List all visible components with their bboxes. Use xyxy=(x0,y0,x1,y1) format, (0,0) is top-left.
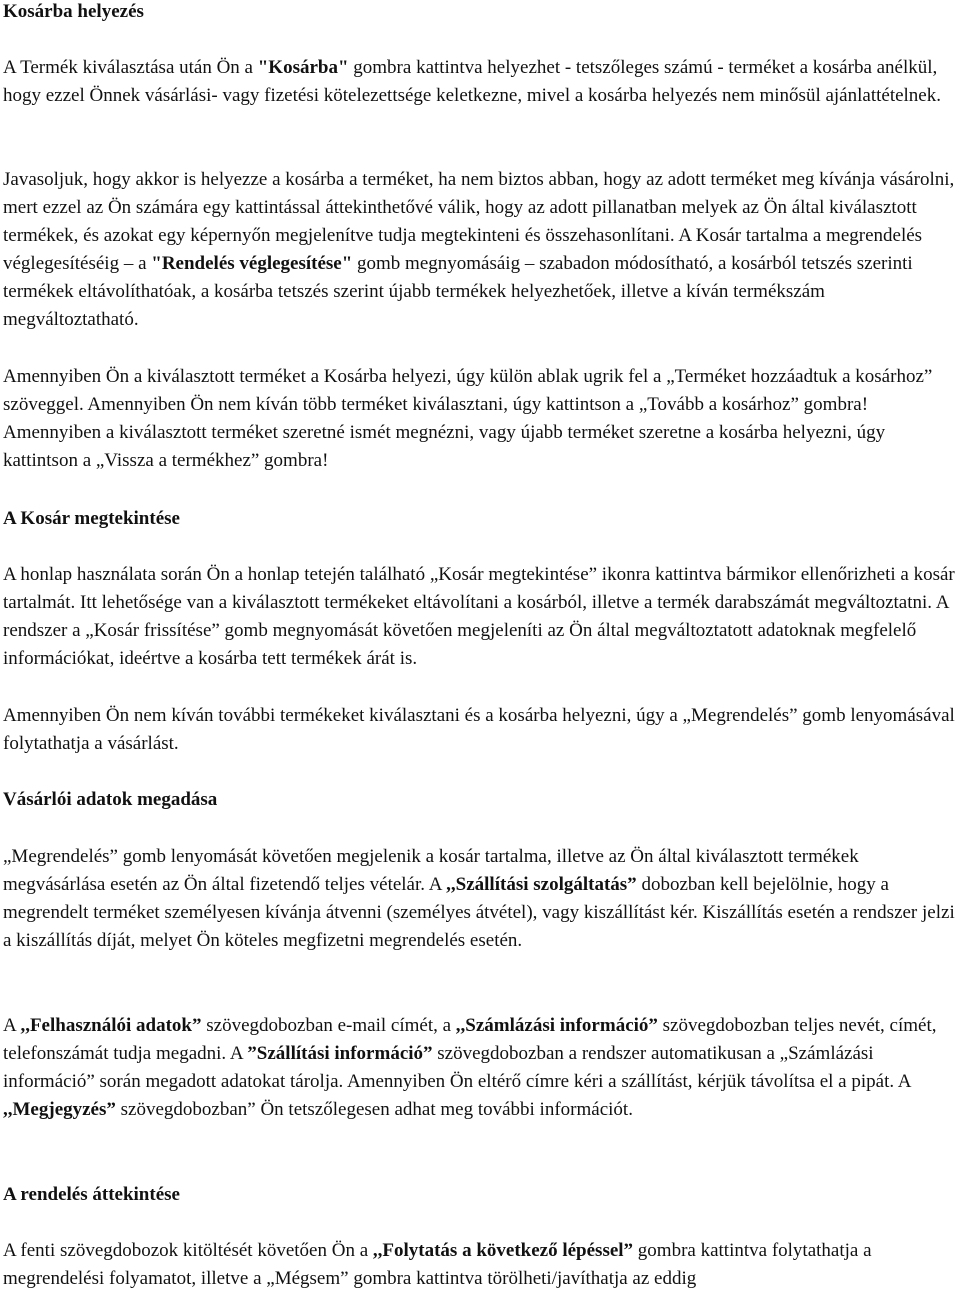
buyer-data-paragraph-2 xyxy=(3,1012,960,1124)
order-review-paragraph-1 xyxy=(3,1237,960,1293)
text-run: gombra kattintva helyezhet - tetszőleges számú - terméket a kosárba anélkül, hogy ezzel Önnek vásárlási- vagy fizetési kötelezettsége keletkezne, mivel a kosárba helyezés nem minősül ajánlattételnek. xyxy=(3,57,941,106)
order-review-heading: A rendelés áttekintése xyxy=(3,1184,180,1205)
bold-run-megjegyzes: ,,Megjegyzés” xyxy=(3,1099,116,1120)
text-run: gomb megnyomásáig – szabadon módosítható, a kosárból tetszés szerinti termékek eltávolíthatóak, a kosárba tetszés szerint újabb termékek helyezhetőek, illetve a kíván termékszám megváltoztatható. xyxy=(3,253,913,330)
bold-run-szamlazasi-informacio: ,,Számlázási információ” xyxy=(455,1015,658,1036)
text-run: „Megrendelés” gomb lenyomását követően megjelenik a kosár tartalma, illetve az Ön által kiválasztott termékek megvásárlása esetén az Ön által fizetendő teljes vételár. A xyxy=(3,846,859,895)
page-title: Kosárba helyezés xyxy=(3,1,144,22)
text-run: A Termék kiválasztása után Ön a xyxy=(3,57,258,78)
text-run: szövegdobozban” Ön tetszőlegesen adhat meg további információt. xyxy=(115,1099,633,1120)
text-run: szövegdobozban teljes nevét, címét, telefonszámát tudja megadni. A xyxy=(3,1015,937,1064)
text-run: A fenti szövegdobozok kitöltését követően Ön a xyxy=(3,1240,373,1261)
bold-run-rendeles-veglegesitese: "Rendelés véglegesítése" xyxy=(151,253,353,274)
text-run: gombra kattintva folytathatja a megrendelési folyamatot, illetve a „Mégsem” gombra kattintva törölheti/javíthatja az eddig xyxy=(3,1240,872,1289)
cart-view-paragraph-1: A honlap használata során Ön a honlap tetején található „Kosár megtekintése” ikonra kattintva bármikor ellenőrizheti a kosár tartalmát. Itt lehetősége van a kiválasztott termékeket eltávolítani a kosárból, illetve a termék darabszámát megváltoztatni. A rendszer a „Kosár frissítése” gomb megnyomását követően megjeleníti az Ön által megváltoztatott adatoknak megfelelő információkat, ideértve a kosárba tett termékek árát is. xyxy=(3,564,955,669)
bold-run-szallitasi-informacio: ”Szállítási információ” xyxy=(247,1043,433,1064)
cart-view-paragraph-2: Amennyiben Ön nem kíván további termékeket kiválasztani és a kosárba helyezni, úgy a „Megrendelés” gomb lenyomásával folytathatja a vásárlást. xyxy=(3,705,955,754)
bold-run-kosarba: "Kosárba" xyxy=(257,57,349,78)
bold-run-folytatas: ,,Folytatás a következő lépéssel” xyxy=(372,1240,634,1261)
bold-run-szallitasi-szolgaltatas: ,,Szállítási szolgáltatás” xyxy=(446,874,637,895)
text-run: Javasoljuk, hogy akkor is helyezze a kosárba a terméket, ha nem biztos abban, hogy az adott terméket meg kívánja vásárolni, mert ezzel az Ön számára egy kattintással áttekinthetővé válik, hogy az adott pillanatban melyek az Ön által kiválasztott termékek, és azokat egy képernyőn megjelenítve tudja megtekinteni és összehasonlítani. A Kosár tartalma a megrendelés véglegesítéséig – a xyxy=(3,169,955,274)
buyer-data-heading: Vásárlói adatok megadása xyxy=(3,789,218,810)
intro-paragraph-3: Amennyiben Ön a kiválasztott terméket a Kosárba helyezi, úgy külön ablak ugrik fel a „Terméket hozzáadtuk a kosárhoz” szöveggel. Amennyiben Ön nem kíván több terméket kiválasztani, úgy kattintson a „Tovább a kosárhoz” gombra! Amennyiben a kiválasztott terméket szeretné ismét megnézni, vagy újabb terméket szeretne a kosárba helyezni, úgy kattintson a „Vissza a termékhez” gombra! xyxy=(3,366,933,471)
text-run: szövegdobozban e-mail címét, a xyxy=(201,1015,456,1036)
cart-view-heading: A Kosár megtekintése xyxy=(3,508,180,529)
buyer-data-paragraph-1 xyxy=(3,843,960,955)
intro-paragraph-1 xyxy=(3,54,960,110)
text-run: A xyxy=(3,1015,21,1036)
text-run: dobozban kell bejelölnie, hogy a megrendelt terméket személyesen kívánja átvenni (személyes átvétel), vagy kiszállítást kér. Kiszállítás esetén a rendszer jelzi a kiszállítás díját, melyet Ön köteles megfizetni megrendelés esetén. xyxy=(3,874,955,951)
text-run: szövegdobozban a rendszer automatikusan a „Számlázási információ” során megadott adatokat tárolja. Amennyiben Ön eltérő címre kéri a szállítást, kérjük távolítsa el a pipát. A xyxy=(3,1043,911,1092)
bold-run-felhasznaloi-adatok: ,,Felhasználói adatok” xyxy=(20,1015,202,1036)
intro-paragraph-2 xyxy=(3,166,960,334)
